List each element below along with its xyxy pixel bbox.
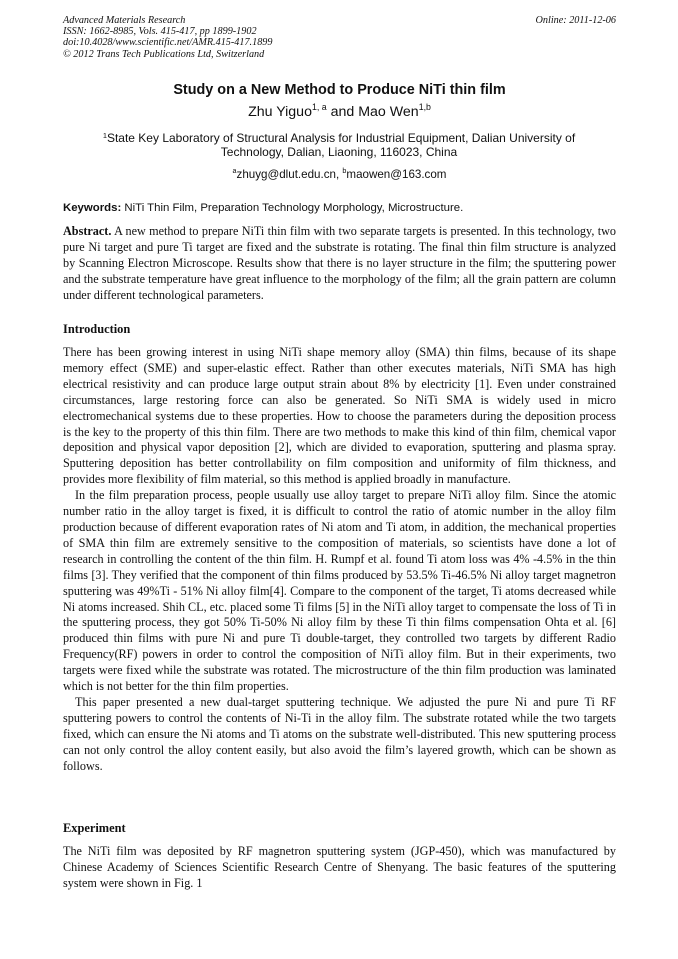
experiment-body: [63, 844, 616, 892]
intro-paragraph-1: There has been growing interest in using NiTi shape memory alloy (SMA) thin films, because of its shape memory effect (SME) and super-elastic effect. Rather than other executes materials, NiTi SMA has high electrical resistivity and can produce large output strain about 8% by electricity [1]. Even under constrained circumstances, large restoring force can also be generated. So NiTi SMA is widely used in micro electromechanical systems due to these properties. How to choose the parameters during the deposition process is the key to the property of this thin film. There are two methods to make this kind of thin film, chemical vapor deposition and physical vapor deposition [2], which are divided to evaporation, sputtering and plasma spray. Sputtering deposition has better controllability on film composition and uniformity of film thickness, and provides more flexibility of film material, so this method is applied broadly in manufacture.: [63, 345, 616, 487]
intro-paragraph-3: This paper presented a new dual-target sputtering technique. We adjusted the pure Ni and pure Ti RF sputtering powers to control the contents of Ni-Ti in the alloy film. The substrate rotated while the two targets fixed, which can ensure the Ni atoms and Ti atoms on the substrate well-distributed. This new sputtering process can not only control the alloy content easily, but also avoid the film’s layered growth, which can be shown as follows.: [63, 694, 616, 773]
intro-paragraph-2: In the film preparation process, people usually use alloy target to prepare NiTi alloy film. Since the atomic number ratio in the alloy target is fixed, it is difficult to control the ratio of atomic number in the alloy film production because of different evaporation rates of Ni atom and Ti atom, in addition, the mechanical properties of SMA thin film are extremely sensitive to the composition of materials, so scientists have done a lot of research in controlling the content of the thin film. H. Rumpf et al. found Ti atom loss was 4% -4.5% in the thin films [3]. They verified that the component of thin films produced by 53.5% Ti-46.5% Ni alloy target magnetron sputtering was 49%Ti - 51% Ni alloy film[4]. Compare to the component of the target, Ti atoms decreased while Ni atoms increased. Shih CL, etc. placed some Ti films [5] in the NiTi alloy target to compensate the loss of Ti in the sputtering process, they got 50% Ti-50% Ni alloy film by these Ti thin films compensation Ohta et al. [6] produced thin films with pure Ni and pure Ti double-target, they controlled two targets by different Radio Frequency(RF) powers in order to control the composition of NiTi alloy film. But in their experiments, two targets were fixed while the substrate was rotated. The microstructure of the thin film production was laminated which is not better for the thin film properties.: [63, 488, 616, 694]
email-line: [63, 168, 616, 181]
doi-line: doi:10.4028/www.scientific.net/AMR.415-417.1899: [63, 37, 273, 49]
journal-header: [63, 15, 616, 60]
copyright-line: © 2012 Trans Tech Publications Ltd, Switzerland: [63, 48, 265, 60]
author-1-sup: 1, a: [311, 101, 327, 112]
experiment-paragraph-1: The NiTi film was deposited by RF magnetron sputtering system (JGP-450), which was manufactured by Chinese Academy of Sciences Scientific Research Centre of Shenyang. The basic features of the sputtering system were shown in Fig. 1: [63, 844, 616, 890]
experiment-heading: Experiment: [63, 821, 126, 835]
affiliation: [84, 131, 594, 160]
author-conjunction: and: [326, 104, 359, 120]
author-1-name: Zhu Yiguo: [248, 104, 312, 120]
introduction-heading: Introduction: [63, 322, 131, 336]
affiliation-sup: 1: [102, 131, 107, 141]
online-date: Online: 2011-12-06: [535, 15, 616, 26]
email-b: maowen@163.com: [346, 168, 447, 181]
introduction-body: [63, 345, 616, 774]
paper-title: Study on a New Method to Produce NiTi thin film: [173, 82, 506, 98]
email-a: zhuyg@dlut.edu.cn,: [236, 168, 343, 181]
email-b-sup: b: [342, 166, 347, 176]
keywords: [63, 202, 616, 214]
email-a-sup: a: [232, 166, 237, 176]
abstract-text: A new method to prepare NiTi thin film with two separate targets is presented. In this technology, two pure Ni target and pure Ti target are fixed and the substrate is rotating. The final thin film structure is analyzed by Scanning Electron Microscope. Results show that there is no layer structure in the film; the sputtering power and the substrate temperature have great influence to the morphology of the film; all the grain pattern are column under different technological parameters.: [63, 224, 616, 302]
author-line: [63, 101, 616, 120]
keywords-text: NiTi Thin Film, Preparation Technology Morphology, Microstructure.: [121, 202, 464, 214]
abstract: [63, 224, 616, 304]
abstract-label: Abstract.: [63, 224, 112, 238]
affiliation-text: State Key Laboratory of Structural Analysis for Industrial Equipment, Dalian University of Technology, Dalian, Liaoning, 116023, China: [106, 131, 576, 160]
keywords-label: Keywords:: [63, 202, 122, 214]
journal-name: Advanced Materials Research: [63, 15, 186, 26]
author-2-name: Mao Wen: [358, 104, 419, 120]
issn-line: ISSN: 1662-8985, Vols. 415-417, pp 1899-1902: [63, 26, 257, 38]
author-2-sup: 1,b: [418, 101, 431, 112]
